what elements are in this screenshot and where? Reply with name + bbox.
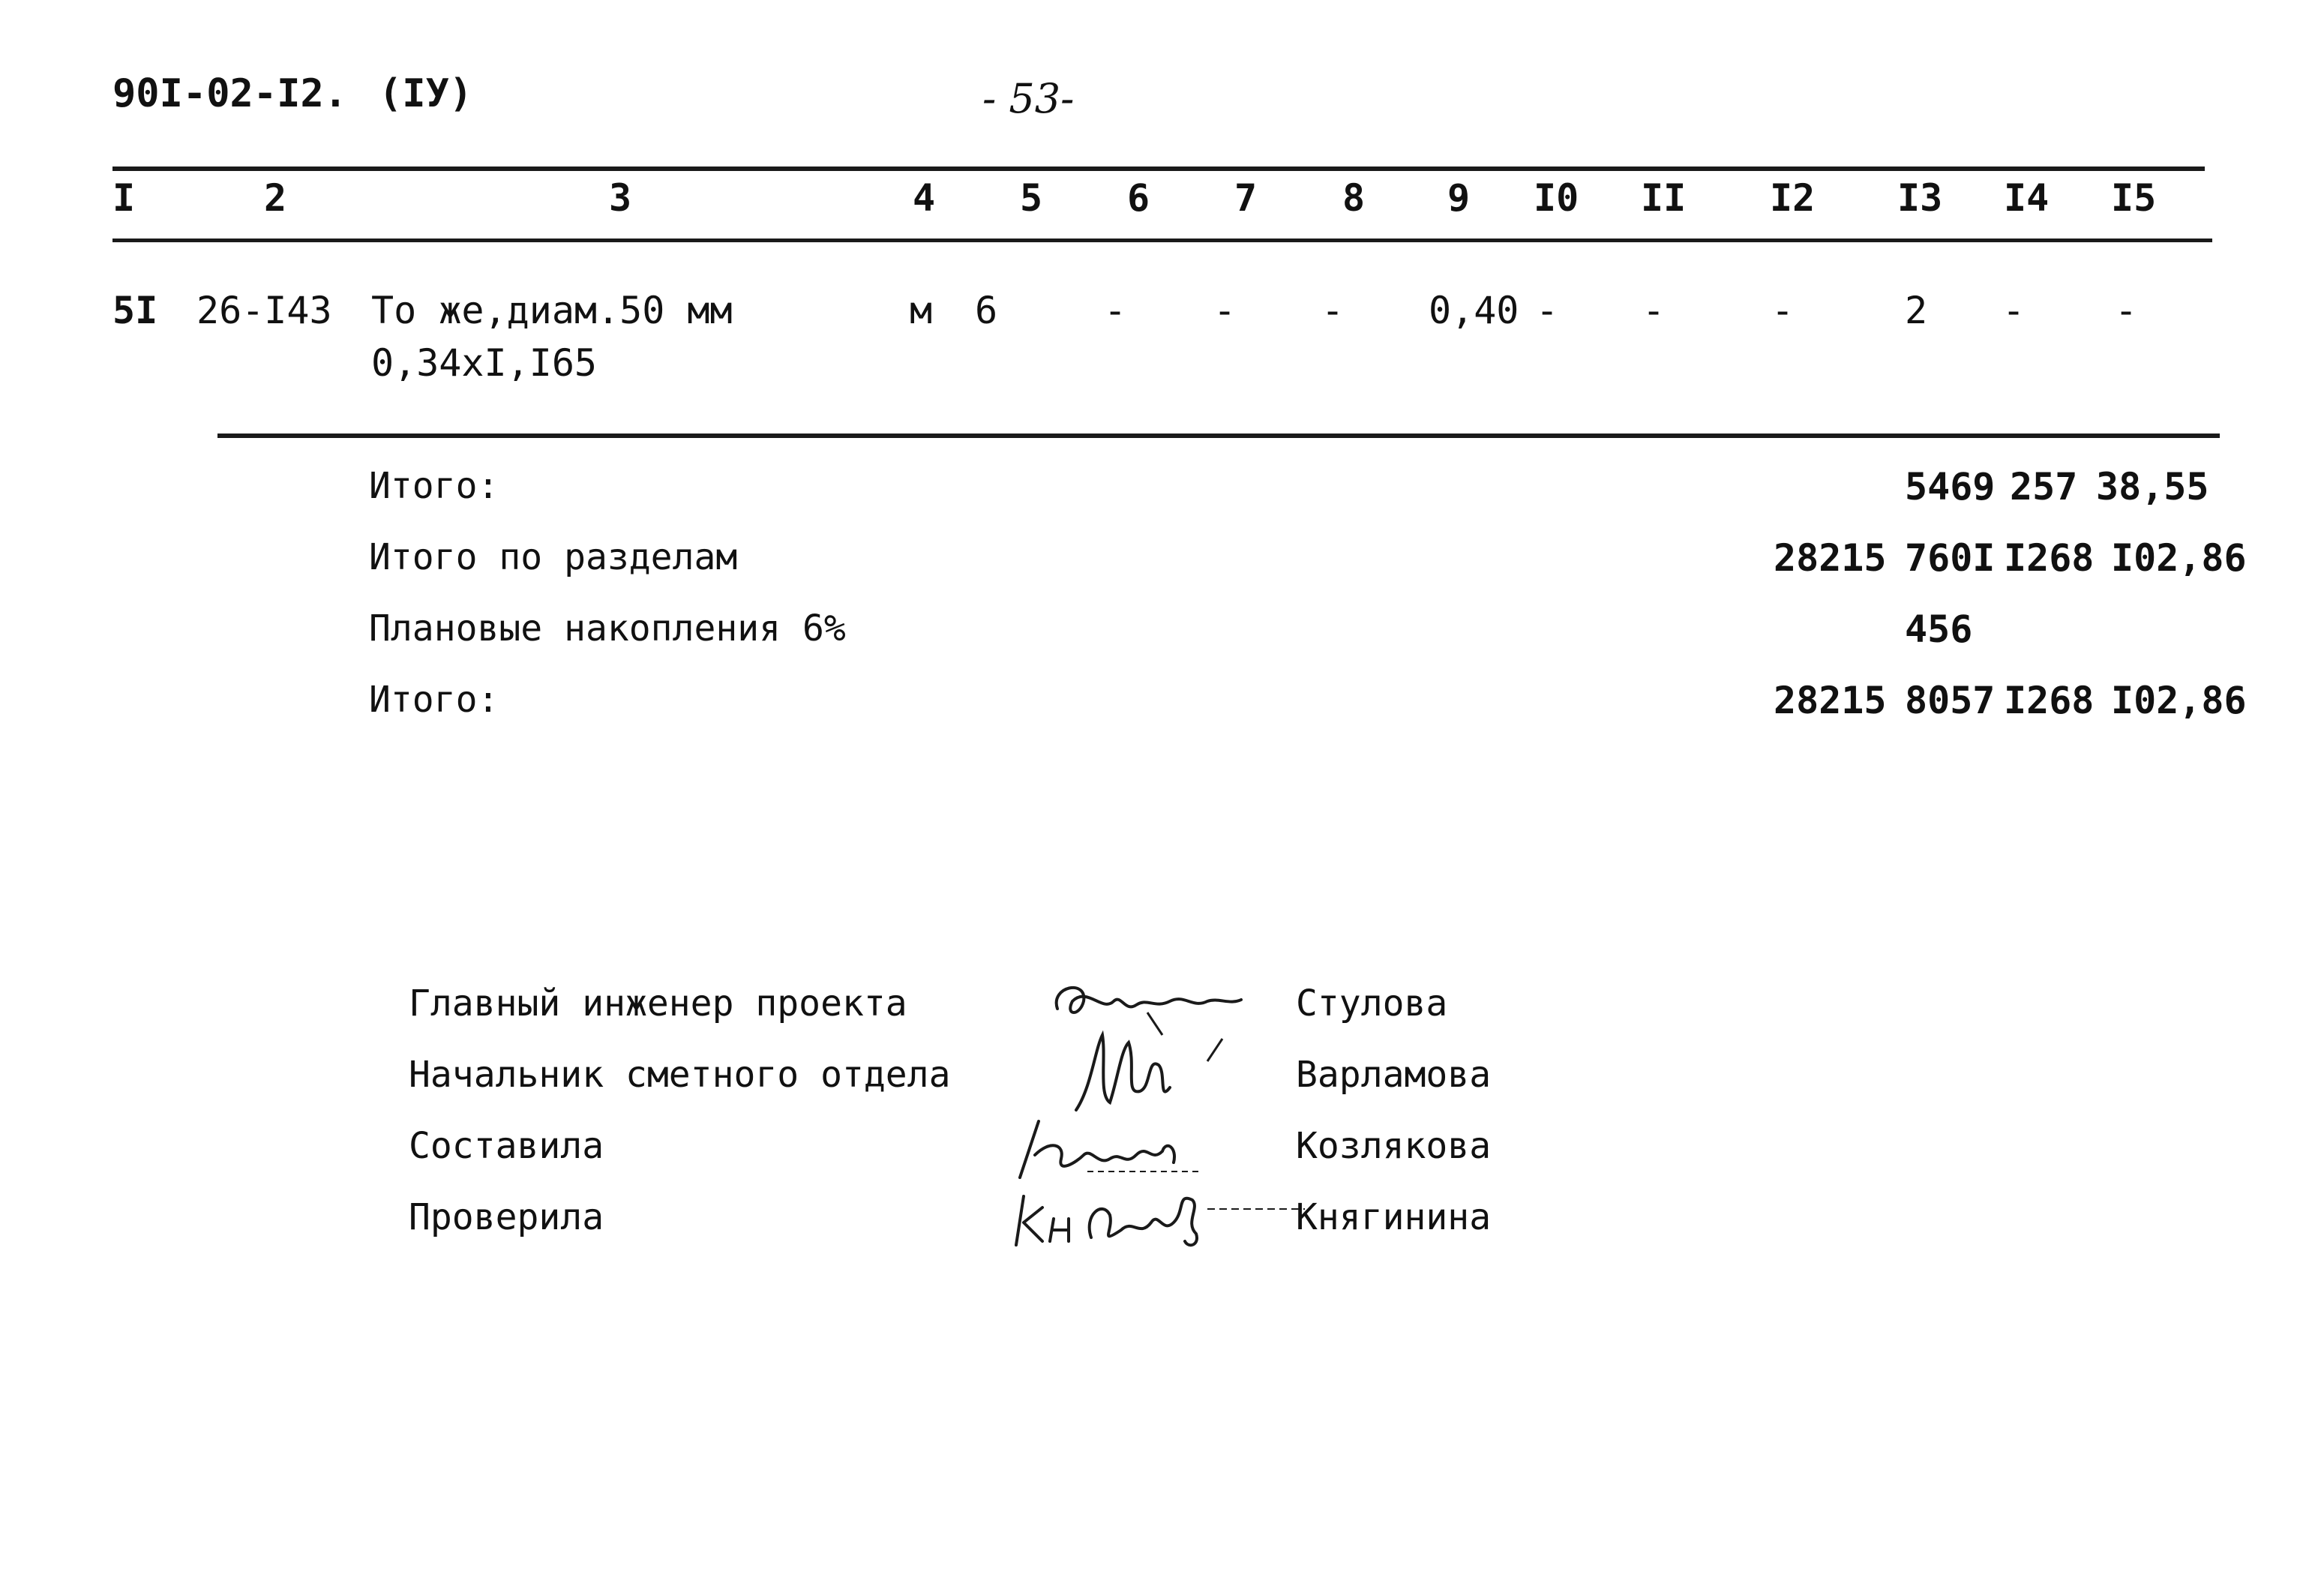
total-col14: 257	[2010, 465, 2078, 508]
signature-role: Главный инженер проекта	[409, 982, 907, 1024]
row-col11: -	[1642, 289, 1666, 332]
row-description-formula: 0,34xI,I65	[371, 341, 598, 385]
signature-name: Козлякова	[1296, 1125, 1492, 1167]
column-header: 4	[913, 176, 936, 220]
column-header: I5	[2111, 176, 2157, 220]
signature-role: Начальник сметного отдела	[409, 1054, 951, 1096]
row-unit: м	[910, 289, 933, 332]
grand-total-col12: 28215	[1774, 679, 1887, 722]
row-col6: -	[1104, 289, 1127, 332]
row-col14: -	[2002, 289, 2026, 332]
total-col15: 38,55	[2096, 465, 2209, 508]
signature-role: Проверила	[409, 1196, 604, 1238]
row-col8: -	[1321, 289, 1345, 332]
row-col12: -	[1771, 289, 1795, 332]
signature-name: Княгинина	[1296, 1196, 1492, 1238]
total-col13: 5469	[1905, 465, 1996, 508]
signature-name: Стулова	[1296, 982, 1448, 1024]
total-sections-label: Итого по разделам	[369, 536, 738, 578]
header-bottom-rule	[112, 238, 2212, 242]
totals-separator-rule	[217, 434, 2220, 438]
column-header: 7	[1234, 176, 1258, 220]
row-col13: 2	[1905, 289, 1928, 332]
column-header: 9	[1447, 176, 1471, 220]
table-top-rule	[112, 166, 2205, 171]
total-sections-col13: 760I	[1905, 536, 1996, 580]
total-label: Итого:	[369, 465, 499, 507]
row-description: То же,диам.50 мм	[371, 289, 733, 332]
signature-name: Варламова	[1296, 1054, 1492, 1096]
signature-role: Составила	[409, 1125, 604, 1167]
column-header: I	[112, 176, 136, 220]
planned-savings-col13: 456	[1905, 608, 1973, 651]
grand-total-col13: 8057	[1905, 679, 1996, 722]
planned-savings-label: Плановые накопления 6%	[369, 608, 846, 650]
document-volume: (IУ)	[379, 71, 473, 116]
column-header: I0	[1534, 176, 1579, 220]
column-header: II	[1641, 176, 1687, 220]
column-header: 3	[609, 176, 632, 220]
document-code: 90I-02-I2.	[112, 71, 348, 116]
row-col10: -	[1536, 289, 1559, 332]
handwritten-signature	[1054, 1020, 1249, 1118]
grand-total-col15: I02,86	[2111, 679, 2247, 722]
total-sections-col15: I02,86	[2111, 536, 2247, 580]
column-header: 5	[1020, 176, 1043, 220]
row-quantity: 6	[975, 289, 998, 332]
row-number: 5I	[112, 289, 158, 332]
row-col15: -	[2115, 289, 2138, 332]
column-header: I2	[1770, 176, 1816, 220]
column-header: I3	[1897, 176, 1943, 220]
column-header: 6	[1127, 176, 1150, 220]
column-header: 8	[1342, 176, 1366, 220]
row-col7: -	[1213, 289, 1237, 332]
page-number: - 53-	[982, 75, 1075, 122]
column-header: I4	[2004, 176, 2050, 220]
column-header: 2	[264, 176, 287, 220]
row-col9: 0,40	[1429, 289, 1519, 332]
handwritten-signature	[1009, 1178, 1309, 1260]
row-code: 26-I43	[196, 289, 332, 332]
grand-total-label: Итого:	[369, 679, 499, 721]
grand-total-col14: I268	[2004, 679, 2095, 722]
total-sections-col12: 28215	[1774, 536, 1887, 580]
total-sections-col14: I268	[2004, 536, 2095, 580]
